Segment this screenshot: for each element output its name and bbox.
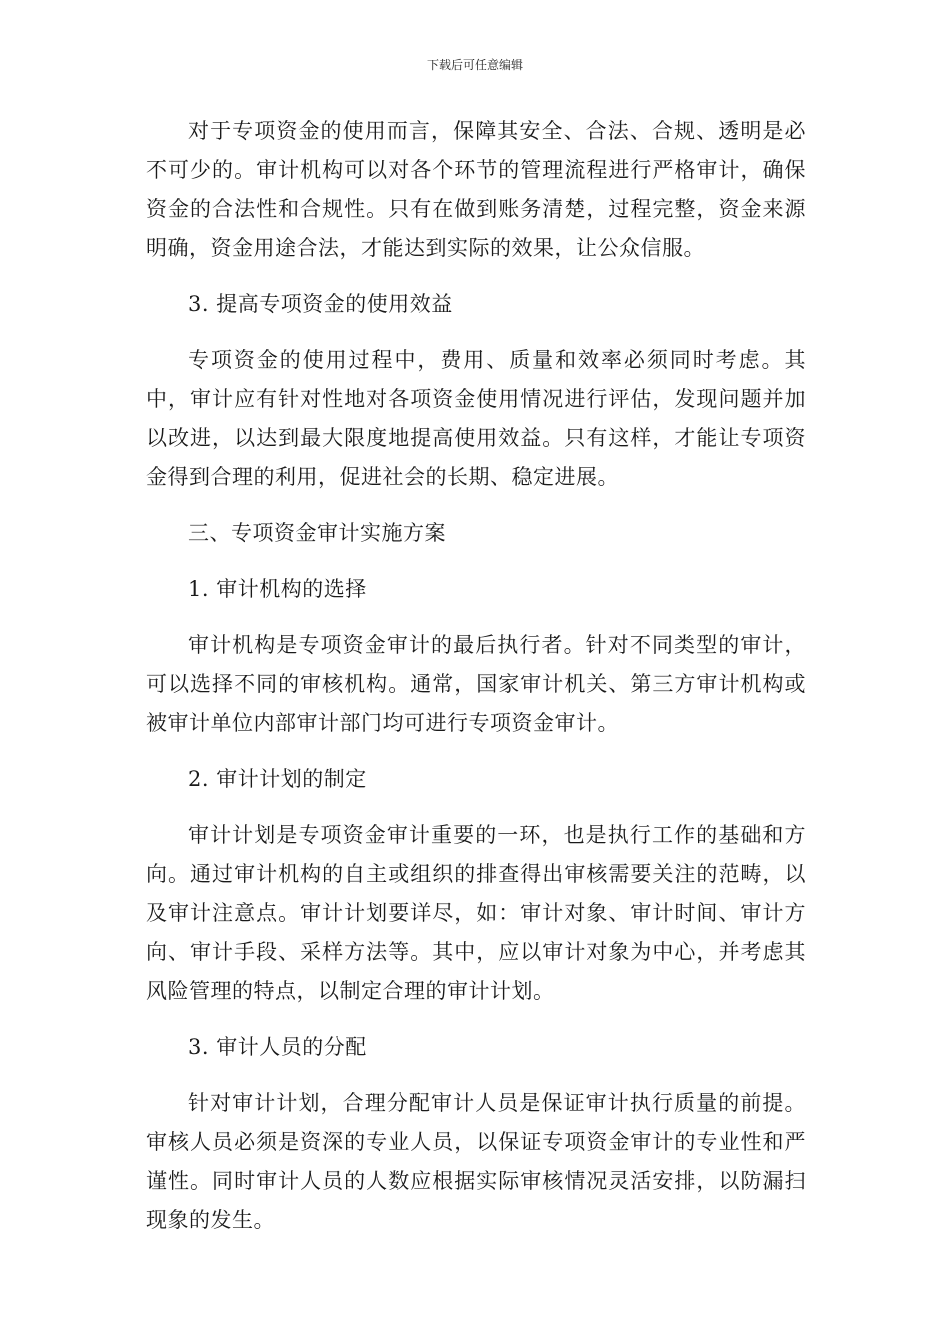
paragraph-efficiency: 专项资金的使用过程中，费用、质量和效率必须同时考虑。其中，审计应有针对性地对各项资金使用情况进行评估，发现问题并加以改进，以达到最大限度地提高使用效益。只有这样，才能让专项资金得到合理的利用，促进社会的长期、稳定进展。 bbox=[146, 348, 806, 489]
paragraph-audit-plan: 审计计划是专项资金审计重要的一环，也是执行工作的基础和方向。通过审计机构的自主或组织的排查得出审核需要关注的范畴，以及审计注意点。审计计划要详尽，如：审计对象、审计时间、审计方向、审计手段、采样方法等。其中，应以审计对象为中心，并考虑其风险管理的特点，以制定合理的审计计划。 bbox=[146, 823, 806, 1003]
paragraph-agency-selection: 审计机构是专项资金审计的最后执行者。针对不同类型的审计，可以选择不同的审核机构。通常，国家审计机关、第三方审计机构或被审计单位内部审计部门均可进行专项资金审计。 bbox=[146, 633, 806, 735]
document-body bbox=[146, 112, 806, 1240]
heading-staff-allocation: 3. 审计人员的分配 bbox=[188, 1035, 367, 1059]
heading-audit-plan: 2. 审计计划的制定 bbox=[188, 767, 367, 791]
heading-efficiency: 3. 提高专项资金的使用效益 bbox=[188, 292, 453, 316]
heading-implementation-plan: 三、专项资金审计实施方案 bbox=[188, 521, 446, 545]
heading-agency-selection: 1. 审计机构的选择 bbox=[188, 577, 367, 601]
paragraph-safety: 对于专项资金的使用而言，保障其安全、合法、合规、透明是必不可少的。审计机构可以对各个环节的管理流程进行严格审计，确保资金的合法性和合规性。只有在做到账务清楚，过程完整，资金来源明确，资金用途合法，才能达到实际的效果，让公众信服。 bbox=[146, 119, 806, 260]
paragraph-staff-allocation: 针对审计计划，合理分配审计人员是保证审计执行质量的前提。审核人员必须是资深的专业人员，以保证专项资金审计的专业性和严谨性。同时审计人员的人数应根据实际审核情况灵活安排，以防漏扫现象的发生。 bbox=[146, 1091, 806, 1232]
page-header-note: 下载后可任意编辑 bbox=[426, 58, 523, 72]
